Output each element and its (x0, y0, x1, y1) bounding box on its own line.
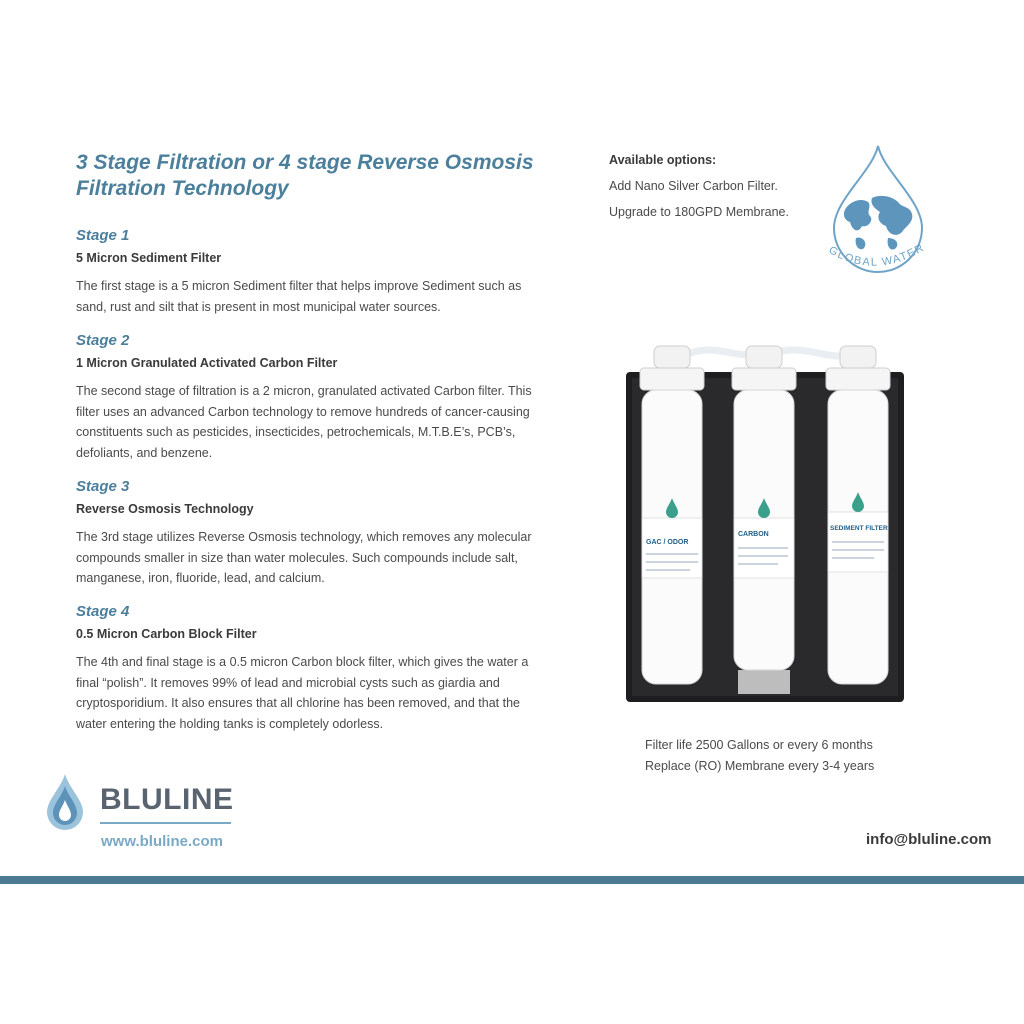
stage-2-title: Stage 2 (76, 332, 130, 349)
page-heading (76, 150, 546, 202)
cartridge-middle-label: CARBON (738, 531, 769, 538)
cartridge-right-label: SEDIMENT FILTER (830, 525, 888, 532)
heading-line-2: Filtration Technology (76, 177, 289, 200)
filter-life-caption (645, 735, 925, 776)
stage-2-subtitle: 1 Micron Granulated Activated Carbon Filter (76, 356, 338, 370)
global-water-text: GLOBAL WATER (826, 241, 927, 269)
cartridge-right (826, 346, 890, 684)
available-options (609, 151, 824, 229)
website-link[interactable]: www.bluline.com (101, 833, 223, 850)
stage-3-body: The 3rd stage utilizes Reverse Osmosis technology, which removes any molecular compounds smaller in size than water molecules. Such compounds include salt, manganese, iron, fluoride, lead, and calcium. (76, 530, 532, 585)
footer-bar (0, 876, 1024, 884)
stage-1-body: The first stage is a 5 micron Sediment filter that helps improve Sediment such as sand, rust and silt that is present in most municipal water sources. (76, 279, 522, 314)
option-membrane-upgrade: Upgrade to 180GPD Membrane. (609, 205, 789, 219)
stage-4-body: The 4th and final stage is a 0.5 micron Carbon block filter, which gives the water a final “polish”. It removes 99% of lead and microbial cysts such as giardia and cryptosporidium. It also ensures that all chlorine has been removed, and that the water entering the holding tanks is completely odorless. (76, 655, 529, 731)
stage-4-title: Stage 4 (76, 603, 130, 620)
stage-2-section (76, 331, 546, 463)
stage-3-section (76, 477, 546, 589)
stage-1-title: Stage 1 (76, 227, 130, 244)
stage-1-section (76, 226, 546, 317)
filter-system-image (618, 332, 910, 708)
cartridge-middle (732, 346, 796, 670)
stage-4-section (76, 602, 546, 734)
stage-1-subtitle: 5 Micron Sediment Filter (76, 251, 222, 265)
stage-3-title: Stage 3 (76, 478, 130, 495)
cartridge-left-label: GAC / ODOR (646, 539, 689, 546)
options-title: Available options: (609, 153, 717, 167)
brand-divider (100, 822, 231, 824)
caption-filter-life: Filter life 2500 Gallons or every 6 months (645, 738, 873, 752)
bluline-drop-icon (45, 772, 85, 830)
stage-2-body: The second stage of filtration is a 2 micron, granulated activated Carbon filter. This filter uses an advanced Carbon technology to remove hundreds of cancer-causing constituents such as pesticides, insecticides, petrochemicals, M.T.B.E’s, PCB’s, defoliants, and benzene. (76, 384, 532, 460)
caption-membrane-replace: Replace (RO) Membrane every 3-4 years (645, 758, 875, 773)
option-nano-silver: Add Nano Silver Carbon Filter. (609, 179, 778, 193)
stage-3-subtitle: Reverse Osmosis Technology (76, 502, 254, 516)
heading-line-1: 3 Stage Filtration or 4 stage Reverse Osmosis (76, 151, 534, 174)
cartridge-left (640, 346, 704, 684)
global-water-logo (822, 142, 934, 280)
email-link[interactable]: info@bluline.com (866, 831, 992, 848)
stage-4-subtitle: 0.5 Micron Carbon Block Filter (76, 627, 257, 641)
brand-name: BLULINE (100, 783, 234, 816)
